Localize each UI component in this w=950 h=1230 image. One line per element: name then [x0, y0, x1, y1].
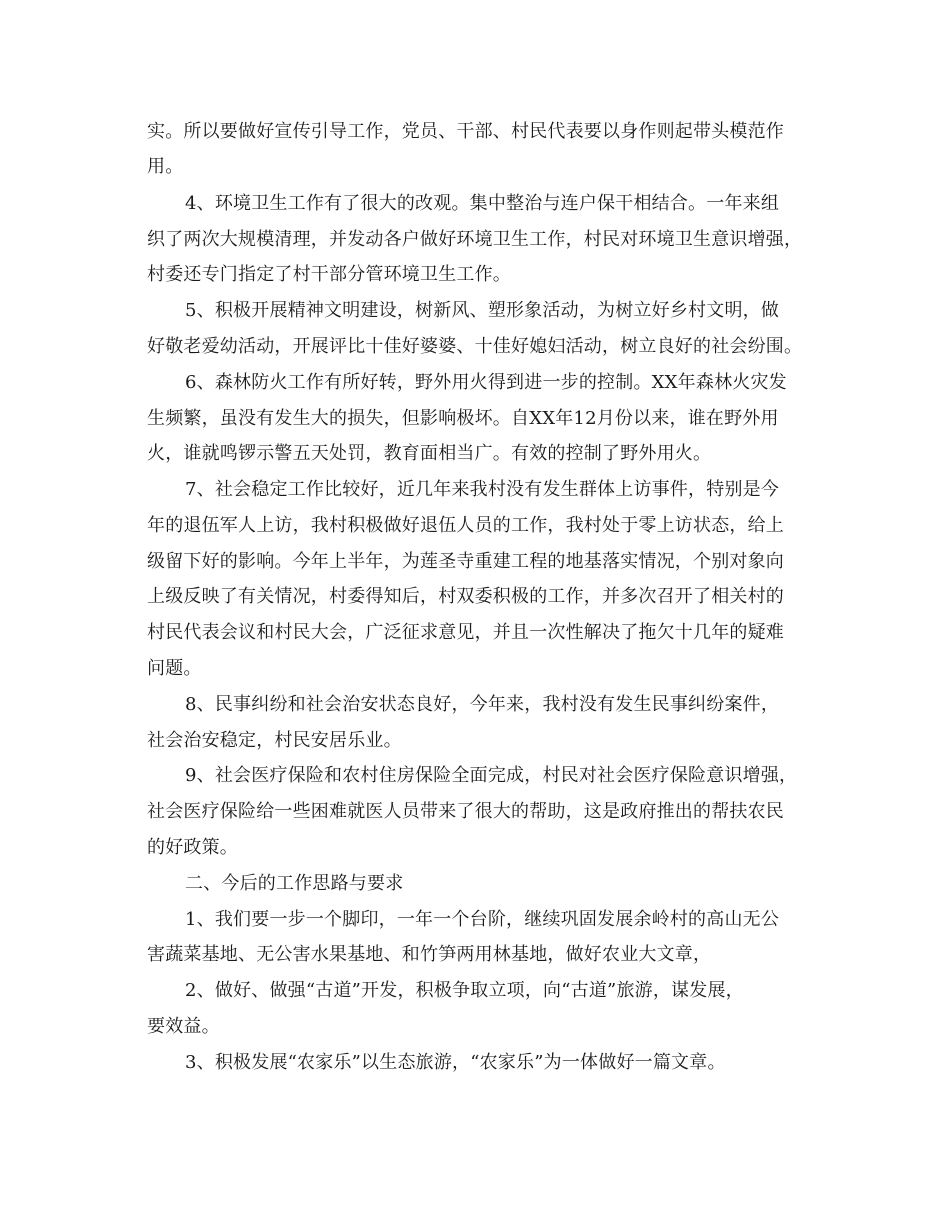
paragraph-start-line: 9、社会医疗保险和农村住房保险全面完成，村民对社会医疗保险意识增强， — [185, 765, 798, 786]
text-line: 社会医疗保险给一些困难就医人员带来了很大的帮助，这是政府推出的帮扶农民 — [147, 801, 784, 822]
paragraph-start-line: 5、积极开展精神文明建设，树新风、塑形象活动，为树立好乡村文明，做 — [185, 300, 780, 321]
paragraph-start-line: 1、我们要一步一个脚印，一年一个台阶，继续巩固发展余岭村的高山无公 — [185, 909, 780, 930]
section-heading: 二、今后的工作思路与要求 — [185, 873, 404, 894]
paragraph-start-line: 4、环境卫生工作有了很大的改观。集中整治与连户保干相结合。一年来组 — [185, 193, 780, 214]
text-line: 上级反映了有关情况，村委得知后，村双委积极的工作，并多次召开了相关村的 — [147, 586, 784, 607]
text-line: 好敬老爱幼活动，开展评比十佳好婆婆、十佳好媳妇活动，树立良好的社会纷围。 — [147, 336, 803, 357]
text-line: 用。 — [147, 156, 184, 177]
paragraph-start-line: 7、社会稳定工作比较好，近几年来我村没有发生群体上访事件，特别是今 — [185, 479, 780, 500]
paragraph-start-line: 2、做好、做强“古道”开发，积极争取立项，向“古道”旅游，谋发展， — [185, 980, 744, 1001]
paragraph-start-line: 3、积极发展“农家乐”以生态旅游，“农家乐”为一体做好一篇文章。 — [185, 1052, 726, 1073]
text-line: 村委还专门指定了村干部分管环境卫生工作。 — [147, 264, 511, 285]
paragraph-start-line: 8、民事纠纷和社会治安状态良好，今年来，我村没有发生民事纠纷案件， — [185, 694, 780, 715]
text-line: 级留下好的影响。今年上半年，为莲圣寺重建工程的地基落实情况，个别对象向 — [147, 551, 784, 572]
text-line: 的好政策。 — [147, 837, 238, 858]
paragraph-start-line: 6、森林防火工作有所好转，野外用火得到进一步的控制。XX年森林火灾发 — [185, 372, 787, 393]
text-line: 害蔬菜基地、无公害水果基地、和竹笋两用林基地，做好农业大文章， — [147, 944, 712, 965]
text-line: 火，谁就鸣锣示警五天处罚，教育面相当广。有效的控制了野外用火。 — [147, 443, 712, 464]
text-line: 生频繁，虽没有发生大的损失，但影响极坏。自XX年12月份以来，谁在野外用 — [147, 408, 779, 429]
text-line: 社会治安稳定，村民安居乐业。 — [147, 730, 402, 751]
text-line: 问题。 — [147, 658, 202, 679]
text-line: 织了两次大规模清理，并发动各户做好环境卫生工作，村民对环境卫生意识增强， — [147, 229, 803, 250]
text-line: 年的退伍军人上访，我村积极做好退伍人员的工作，我村处于零上访状态，给上 — [147, 515, 784, 536]
text-line: 实。所以要做好宣传引导工作，党员、干部、村民代表要以身作则起带头模范作 — [147, 121, 784, 142]
text-line: 要效益。 — [147, 1016, 220, 1037]
text-line: 村民代表会议和村民大会，广泛征求意见，并且一次性解决了拖欠十几年的疑难 — [147, 622, 784, 643]
